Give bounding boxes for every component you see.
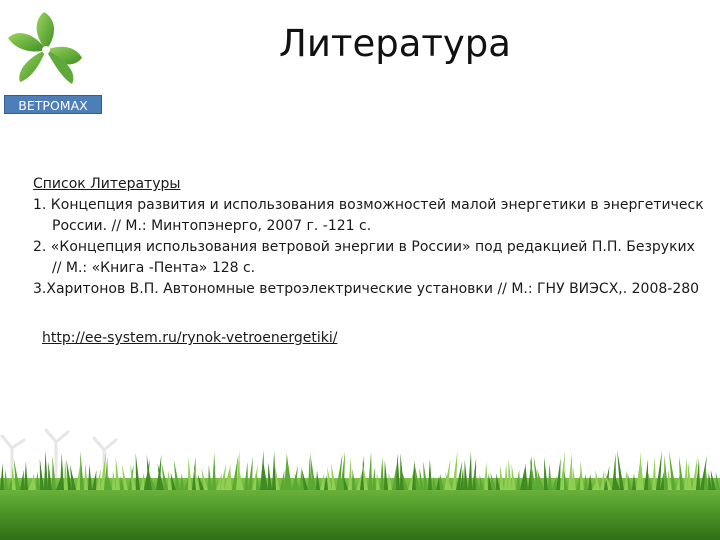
reference-link[interactable]: http://ee-system.ru/rynok-vetroenergetiki/: [42, 330, 338, 346]
bibliography-item-2-cont: // М.: «Книга -Пента» 128 с.: [52, 260, 256, 276]
bibliography-item-1: 1. Концепция развития и использования возможностей малой энергетики в энергетическ: [33, 197, 704, 213]
windmill-leaf-logo-icon: [6, 10, 84, 90]
bibliography-item-2: 2. «Концепция использования ветровой энергии в России» под редакцией П.П. Безруких: [33, 239, 695, 255]
bibliography-list: [33, 174, 720, 300]
bibliography-item-3: 3.Харитонов В.П. Автономные ветроэлектрические установки // М.: ГНУ ВИЭСХ,. 2008-280: [33, 281, 700, 297]
bibliography-heading: Список Литературы: [33, 176, 181, 192]
grass-strip-icon: [0, 450, 720, 540]
page-title: Литература: [279, 22, 511, 65]
brand-badge: ВЕТРОМАХ: [4, 95, 102, 114]
bibliography-item-1-cont: России. // М.: Минтопэнерго, 2007 г. -121 с.: [52, 218, 372, 234]
